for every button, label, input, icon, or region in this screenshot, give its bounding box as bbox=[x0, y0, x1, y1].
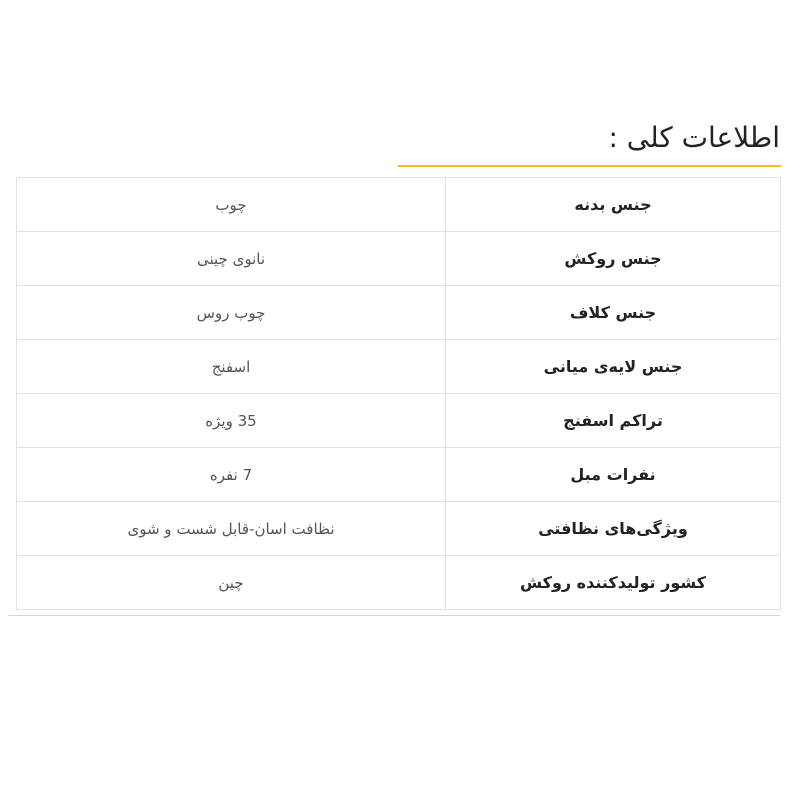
specs-table bbox=[16, 177, 781, 610]
table-row bbox=[17, 448, 781, 502]
spec-value: اسفنج bbox=[17, 340, 446, 394]
table-row bbox=[17, 556, 781, 610]
spec-label: ویژگی‌های نظافتی bbox=[446, 502, 781, 556]
title-underline bbox=[398, 165, 781, 167]
spec-label: جنس روکش bbox=[446, 232, 781, 286]
spec-label: تراکم اسفنج bbox=[446, 394, 781, 448]
spec-value: نظافت اسان-قابل شست و شوی bbox=[17, 502, 446, 556]
table-row bbox=[17, 340, 781, 394]
spec-label: کشور تولیدکننده روکش bbox=[446, 556, 781, 610]
spec-value: چوب روس bbox=[17, 286, 446, 340]
spec-label: جنس کلاف bbox=[446, 286, 781, 340]
spec-label: جنس لایه‌ی میانی bbox=[446, 340, 781, 394]
spec-value: چین bbox=[17, 556, 446, 610]
table-row bbox=[17, 394, 781, 448]
table-row bbox=[17, 178, 781, 232]
table-row bbox=[17, 286, 781, 340]
spec-value: نانوی چینی bbox=[17, 232, 446, 286]
spec-value: 35 ویژه bbox=[17, 394, 446, 448]
section-title: اطلاعات کلی : bbox=[608, 121, 780, 154]
table-row bbox=[17, 502, 781, 556]
spec-value: 7 نفره bbox=[17, 448, 446, 502]
spec-value: چوب bbox=[17, 178, 446, 232]
table-row bbox=[17, 232, 781, 286]
spec-label: نفرات مبل bbox=[446, 448, 781, 502]
table-bottom-divider bbox=[8, 615, 780, 616]
spec-label: جنس بدنه bbox=[446, 178, 781, 232]
